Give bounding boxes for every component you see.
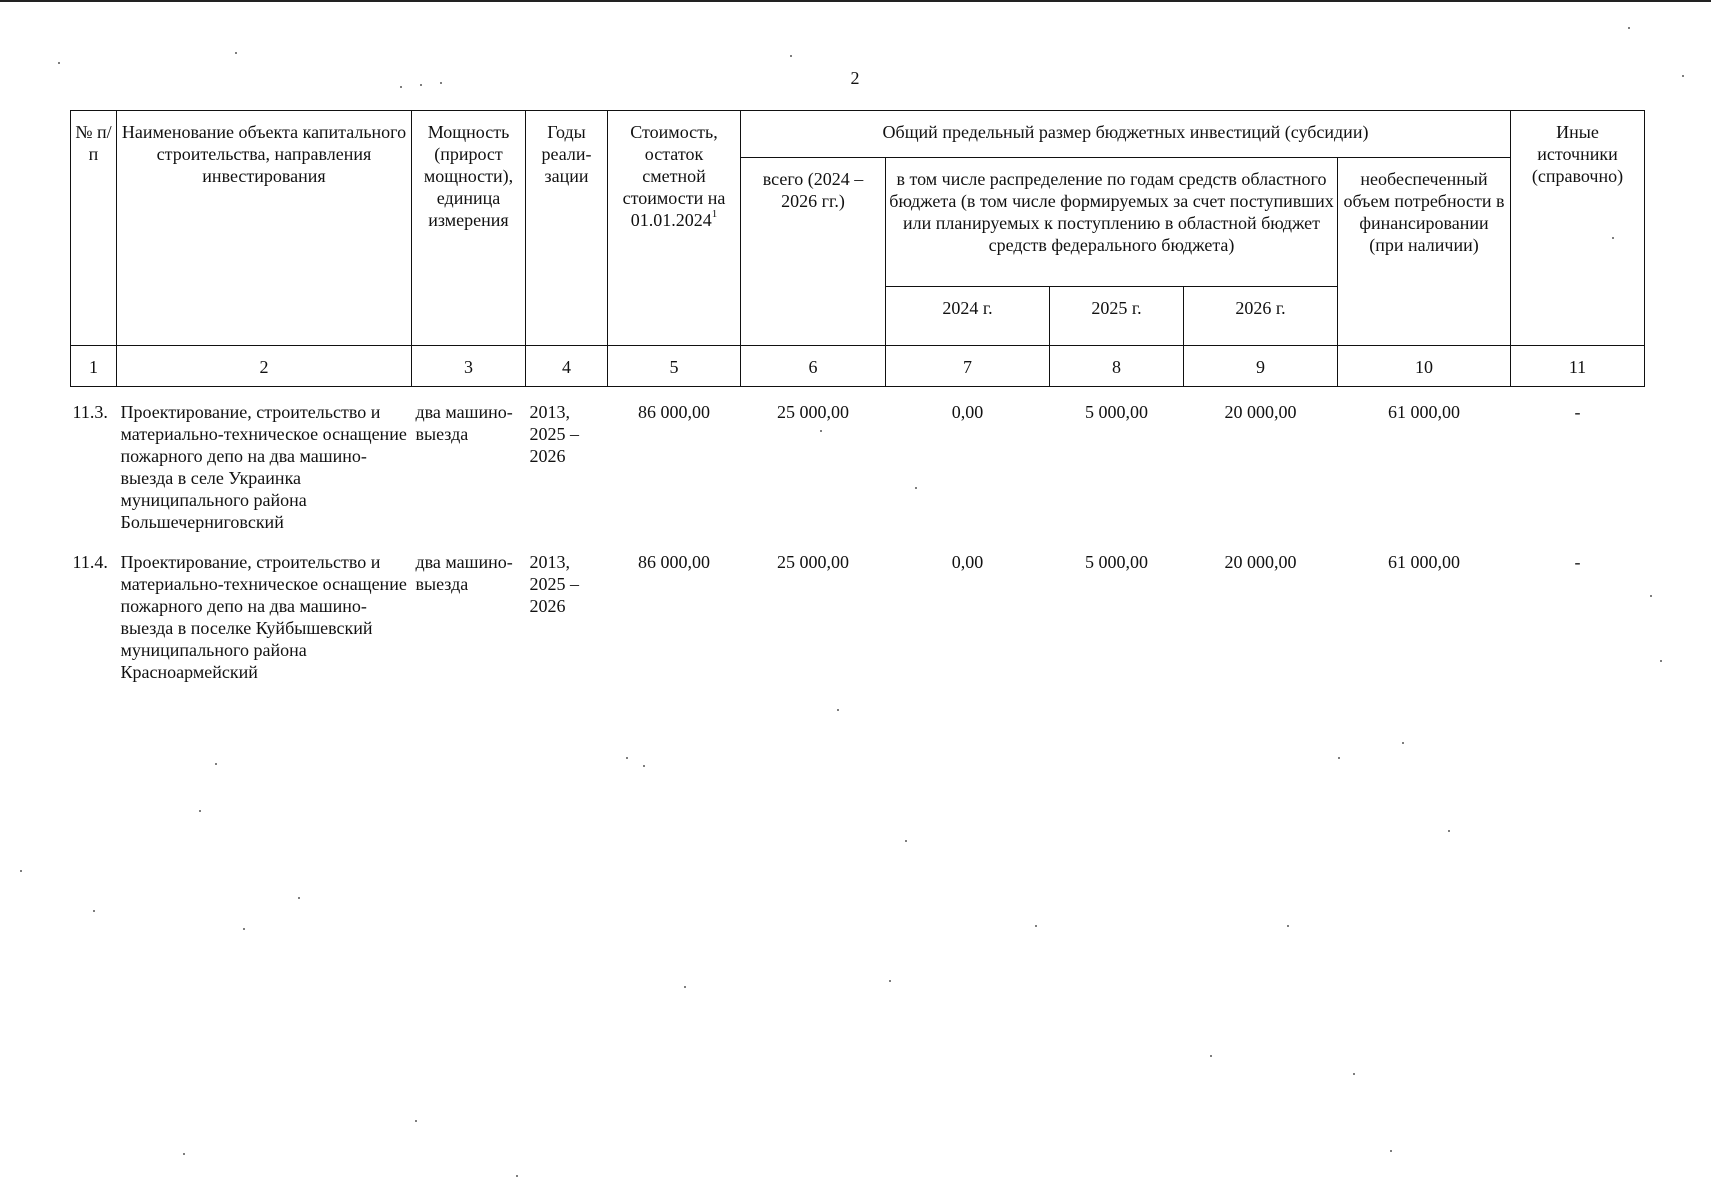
row-unsecured: 61 000,00 — [1388, 402, 1460, 422]
header-budget-group: Общий предельный размер бюджетных инвестиций (субсидии) — [741, 111, 1511, 158]
header-cost-text: Стоимость, остаток сметной стоимости на 01.01.2024 — [622, 122, 726, 230]
row-unsecured: 61 000,00 — [1388, 552, 1460, 572]
scan-speck — [1448, 830, 1450, 832]
row-cost: 86 000,00 — [638, 402, 710, 422]
scan-speck — [235, 52, 237, 54]
scan-speck — [1210, 1055, 1212, 1057]
column-number: 3 — [412, 346, 526, 387]
scan-speck — [1650, 595, 1652, 597]
row-object-name: Проектирование, строительство и материально-техническое оснащение пожарного депо на два машино-выезда в поселке Куйбышевский муниципального района Красноармейский — [120, 552, 407, 682]
scan-speck — [1287, 925, 1289, 927]
scan-speck — [400, 86, 402, 88]
row-other-sources: - — [1574, 552, 1581, 572]
row-years: 2013, 2025 – 2026 — [529, 552, 579, 616]
column-number: 10 — [1338, 346, 1511, 387]
scan-speck — [440, 82, 442, 84]
scan-speck — [889, 980, 891, 982]
row-cost: 86 000,00 — [638, 552, 710, 572]
table-row — [71, 537, 1645, 687]
row-index: 11.4. — [72, 552, 108, 572]
column-number: 7 — [886, 346, 1050, 387]
row-total: 25 000,00 — [777, 552, 849, 572]
table-header — [71, 111, 1645, 387]
scan-speck — [790, 55, 792, 57]
scan-speck — [1390, 1150, 1392, 1152]
row-2026: 20 000,00 — [1224, 402, 1297, 422]
scan-speck — [516, 1175, 518, 1177]
row-index: 11.3. — [72, 402, 108, 422]
header-year-2025: 2025 г. — [1050, 287, 1184, 346]
scan-speck — [684, 986, 686, 988]
scan-speck — [1628, 27, 1630, 29]
scan-speck — [1402, 742, 1404, 744]
column-number: 2 — [117, 346, 412, 387]
scan-speck — [420, 84, 422, 86]
column-number: 1 — [71, 346, 117, 387]
column-number: 4 — [526, 346, 608, 387]
header-year-2026: 2026 г. — [1184, 287, 1338, 346]
scan-speck — [1682, 75, 1684, 77]
header-years: Годы реали-зации — [526, 111, 608, 346]
scan-speck — [1338, 757, 1340, 759]
table-row — [71, 387, 1645, 538]
row-total: 25 000,00 — [777, 402, 849, 422]
footnote-mark: 1 — [711, 208, 718, 220]
row-2025: 5 000,00 — [1085, 402, 1148, 422]
header-year-2024: 2024 г. — [886, 287, 1050, 346]
row-capacity: два машино-выезда — [415, 402, 513, 444]
scan-speck — [58, 62, 60, 64]
row-capacity: два машино-выезда — [415, 552, 513, 594]
header-cost — [608, 111, 741, 346]
row-object-name: Проектирование, строительство и материально-техническое оснащение пожарного депо на два машино-выезда в селе Украинка муниципального района Большечерниговский — [120, 402, 407, 532]
column-number: 11 — [1511, 346, 1645, 387]
row-2026: 20 000,00 — [1224, 552, 1297, 572]
scan-speck — [215, 763, 217, 765]
header-years-distribution: в том числе распределение по годам средств областного бюджета (в том числе формируемых за счет поступивших или планируемых к поступлению в областной бюджет средств федерального бюджета) — [886, 158, 1338, 287]
scan-speck — [626, 757, 628, 759]
scan-speck — [1353, 1073, 1355, 1075]
row-2025: 5 000,00 — [1085, 552, 1148, 572]
scan-speck — [643, 765, 645, 767]
scan-speck — [183, 1153, 185, 1155]
scan-speck — [298, 897, 300, 899]
scan-speck — [1035, 925, 1037, 927]
header-object-name: Наименование объекта капитального строительства, направления инвестирования — [117, 111, 412, 346]
header-unsecured: необеспеченный объем потребности в финансировании (при наличии) — [1338, 158, 1511, 346]
row-other-sources: - — [1574, 402, 1581, 422]
row-2024: 0,00 — [951, 402, 984, 422]
scan-speck — [199, 810, 201, 812]
column-number: 5 — [608, 346, 741, 387]
scan-speck — [20, 870, 22, 872]
scan-speck — [243, 928, 245, 930]
header-number: № п/п — [71, 111, 117, 346]
column-number: 8 — [1050, 346, 1184, 387]
scan-speck — [93, 910, 95, 912]
column-number: 9 — [1184, 346, 1338, 387]
header-total: всего (2024 – 2026 гг.) — [741, 158, 886, 346]
table-body — [71, 387, 1645, 688]
row-years: 2013, 2025 – 2026 — [529, 402, 579, 466]
row-2024: 0,00 — [951, 552, 984, 572]
scan-speck — [415, 1120, 417, 1122]
scan-speck — [1660, 660, 1662, 662]
scan-speck — [837, 709, 839, 711]
scan-speck — [905, 840, 907, 842]
investment-table — [70, 110, 1645, 687]
page-number: 2 — [850, 68, 860, 88]
column-number: 6 — [741, 346, 886, 387]
header-other-sources: Иные источники (справочно) — [1511, 111, 1645, 346]
header-capacity: Мощность (прирост мощности), единица измерения — [412, 111, 526, 346]
column-numbers-row — [71, 346, 1645, 387]
page-top-edge — [0, 0, 1711, 2]
